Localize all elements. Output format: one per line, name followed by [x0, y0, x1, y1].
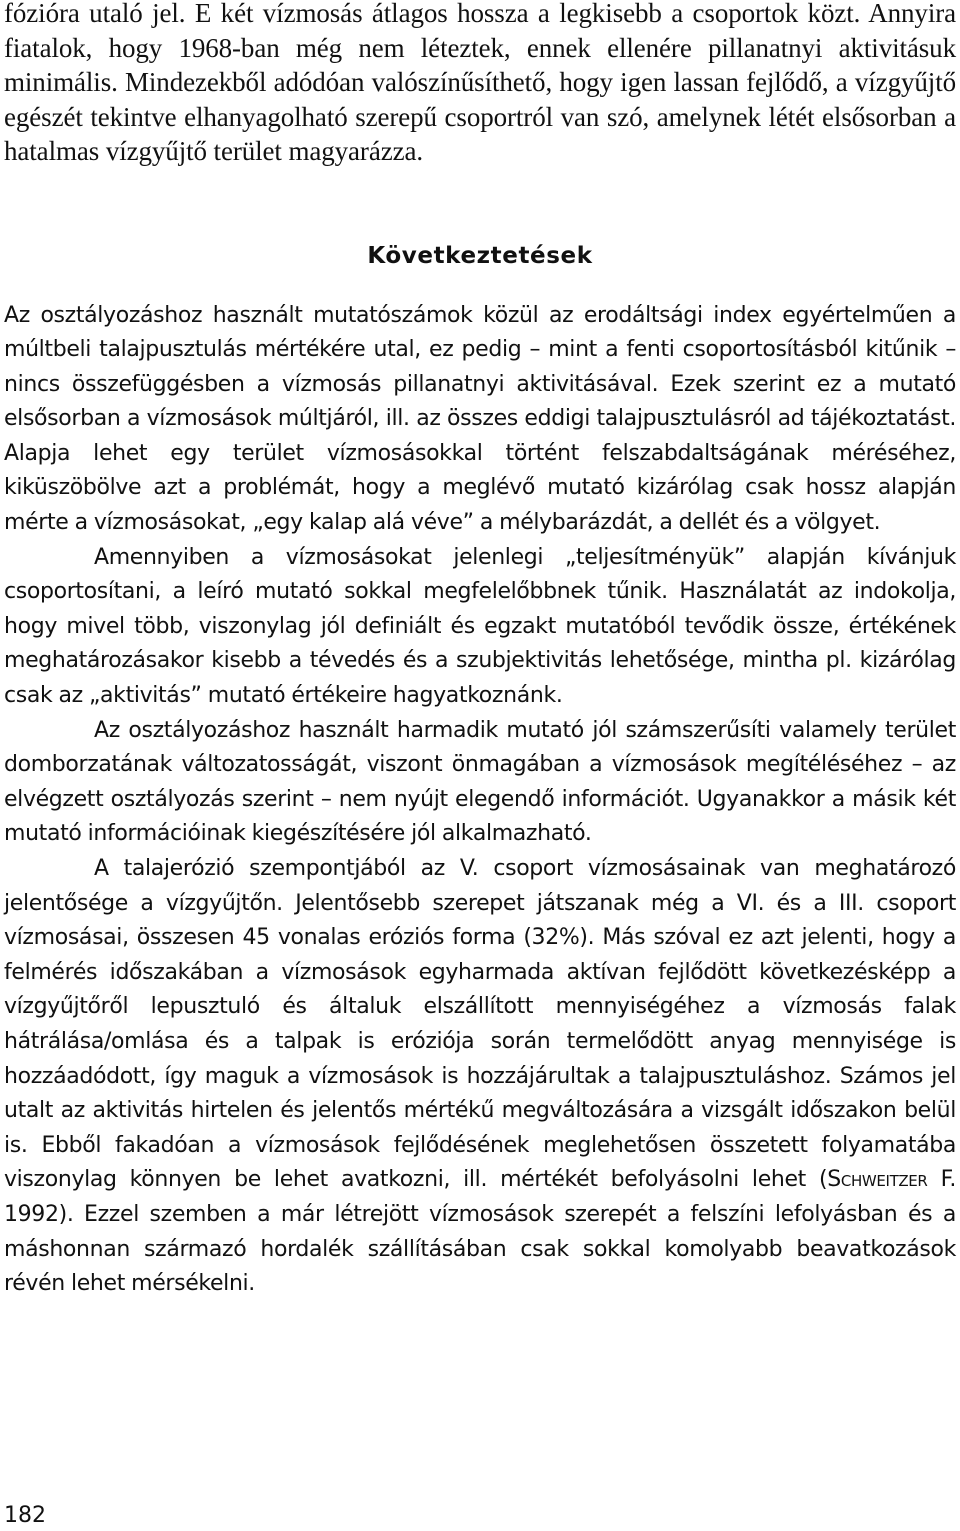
continuation-paragraph: fózióra utaló jel. E két vízmosás átlagos hossza a legkisebb a csoportok közt. Annyira fiatalok, hogy 1968-ban még nem léteztek, ennek ellenére pillanatnyi aktivitásuk minimális. Mindezekből adódóan valószínűsíthető, hogy igen lassan fejlődő, a vízgyűjtő egészét tekintve elhanyagolható szerepű csoportról van szó, amelynek létét elsősorban a hatalmas vízgyűjtő terület magyarázza.	[4, 0, 956, 166]
section-heading: Következtetések	[367, 242, 593, 269]
citation-author: Schweitzer	[827, 1167, 928, 1193]
paragraph-1: Az osztályozáshoz használt mutatószámok közül az erodáltsági index egyértelműen a múltbeli talajpusztulás mértékére utal, ez pedig – mint a fenti csoportosításból kitűnik – nincs összefüggésben a vízmosás pillanatnyi aktivitásával. Ezek szerint ez a mutató elsősorban a vízmosások múltjáról, ill. az összes eddigi talajpusztulásról ad tájékoztatást. Alapja lehet egy terület vízmosásokkal történt felszabdaltságának méréséhez, kiküszöbölve azt a problémát, hogy a meglévő mutató kizárólag csak hossz alapján mérte a vízmosásokat, „egy kalap alá véve” a mélybarázdát, a dellét és a völgyet.	[4, 302, 956, 536]
paragraph-4-end: F. 1992). Ezzel szemben a már létrejött vízmosások szerepét a felszíni lefolyásban és a máshonnan származó hordalék szállításában csak sokkal komolyabb beavatkozások révén lehet mérsékelni.	[4, 1167, 956, 1297]
paragraph-2: Amennyiben a vízmosásokat jelenlegi „teljesítményük” alapján kívánjuk csoportosítani, a leíró mutató sokkal megfelelőbbnek tűnik. Használatát az indokolja, hogy mivel több, viszonylag jól definiált és egzakt mutatóból tevődik össze, értékének meghatározásakor kisebb a tévedés és a szubjektivitás lehetősége, mintha pl. kizárólag csak az „aktivitás” mutató értékeire hagyatkoznánk.	[4, 544, 956, 709]
paragraph-4-main: A talajerózió szempontjából az V. csoport vízmosásainak van meghatározó jelentősége a vízgyűjtőn. Jelentősebb szerepet játszanak még a VI. és a III. csoport vízmosásai, összesen 45 vonalas eróziós forma (32%). Más szóval ez azt jelenti, hogy a felmérés időszakában a vízmosások egyharmada aktívan fejlődött következésképp a vízgyűjtőről lepusztuló és általuk elszállított mennyiségéhez a vízmosás falak hátrálása/omlása és a talpak is eróziója során termelődött anyag mennyisége is hozzáadódott, így maguk a vízmosások is hozzájárultak a talajpusztuláshoz. Számos jel utalt az aktivitás hirtelen és jelentős mértékű megváltozására a vizsgált időszakon belül is. Ebből fakadóan a vízmosások fejlődésének meglehetősen összetett folyamatába viszonylag könnyen be lehet avatkozni, ill. mértékét befolyásolni lehet (	[4, 856, 956, 1193]
paragraph-4	[4, 852, 956, 1302]
page-number: 182	[4, 1503, 46, 1528]
section-body	[4, 299, 956, 1302]
document-page	[4, 0, 956, 1302]
paragraph-3: Az osztályozáshoz használt harmadik mutató jól számszerűsíti valamely terület domborzatának változatosságát, viszont önmagában a vízmosások megítéléséhez – az elvégzett osztályozás szerint – nem nyújt elegendő információt. Ugyanakkor a másik két mutató információinak kiegészítésére jól alkalmazható.	[4, 717, 956, 847]
